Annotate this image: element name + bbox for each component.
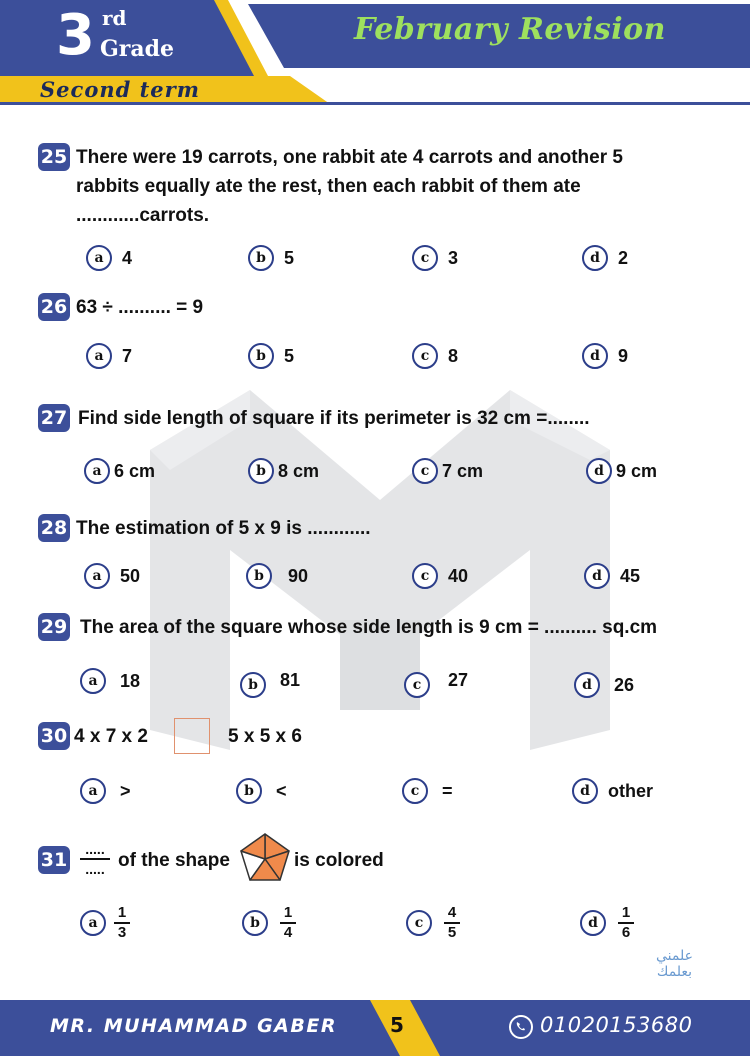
answer-option[interactable] [402,776,453,806]
page-number: 5 [390,1013,404,1037]
pentagon-shape [238,832,292,886]
answer-option[interactable] [86,243,132,273]
option-fraction [618,905,634,941]
answer-option[interactable] [404,670,468,700]
fraction-denominator: 6 [621,924,631,941]
option-value: 26 [614,674,635,695]
answer-option[interactable] [584,561,640,591]
answer-option[interactable] [412,456,483,486]
option-value: = [442,780,453,801]
option-value: 7 cm [442,460,484,481]
option-letter: c [412,563,438,589]
option-letter: c [406,910,432,936]
option-letter: b [242,910,268,936]
fraction-denominator: 3 [117,924,127,941]
question-text-line: 63 ÷ .......... = 9 [76,297,204,318]
answer-option[interactable] [580,904,634,941]
question-text-line: Find side length of square if its perimeter is 32 cm =........ [78,408,590,429]
answer-option[interactable] [80,666,140,696]
blank-fraction [80,843,110,875]
option-letter: b [240,672,266,698]
option-value: 27 [448,669,469,690]
option-letter: b [246,563,272,589]
publisher-logo [656,948,693,980]
option-letter: d [574,672,600,698]
question-number: 31 [38,846,70,874]
comparison-box[interactable] [174,718,210,754]
whatsapp-phone-icon [508,1014,534,1040]
question-text-line: rabbits equally ate the rest, then each rabbit of them ate [76,176,581,197]
answer-option[interactable] [582,341,628,371]
answer-option[interactable] [574,670,634,700]
option-fraction [280,905,296,941]
option-value: other [608,780,653,801]
blank-denominator: ..... [85,861,105,877]
grade-number: 3 [56,3,95,68]
question-number: 28 [38,514,70,542]
option-value: 8 cm [278,460,320,481]
question-text-line: ............carrots. [76,205,210,226]
option-value: 50 [120,565,141,586]
phone-number: 01020153680 [540,1013,693,1037]
page-title: February Revision [354,12,666,47]
option-letter: d [582,245,608,271]
option-letter: a [84,458,110,484]
option-value: 2 [618,247,629,268]
question-text-line: The area of the square whose side length is 9 cm = .......... sq.cm [80,617,658,638]
fraction-numerator: 1 [117,904,127,921]
answer-option[interactable] [412,561,468,591]
answer-option[interactable] [412,243,458,273]
fraction-denominator: 5 [447,924,457,941]
option-value: < [276,780,287,801]
answer-option[interactable] [248,341,294,371]
answer-option[interactable] [86,341,132,371]
option-letter: d [582,343,608,369]
question-number: 25 [38,143,70,171]
answer-option[interactable] [236,776,287,806]
answer-option[interactable] [84,561,140,591]
option-letter: b [248,245,274,271]
option-letter: a [86,343,112,369]
question-number: 30 [38,722,70,750]
blank-numerator: ..... [85,841,105,857]
option-letter: c [402,778,428,804]
logo-line-1: علمني [656,948,693,964]
option-value: 9 cm [616,460,658,481]
option-value: 4 [122,247,133,268]
answer-option[interactable] [242,904,296,941]
answer-option[interactable] [80,776,131,806]
option-value: 45 [620,565,641,586]
option-fraction [114,905,130,941]
option-value: 18 [120,670,141,691]
logo-line-2: بعلمك [656,964,693,980]
question-number: 27 [38,404,70,432]
answer-option[interactable] [572,776,653,806]
answer-option[interactable] [246,561,308,591]
option-letter: a [80,910,106,936]
option-value: 9 [618,345,629,366]
option-value: 6 cm [114,460,156,481]
question-text-line: The estimation of 5 x 9 is ............ [76,518,371,539]
term-label: Second term [40,77,200,102]
teacher-name: MR. MUHAMMAD GABER [50,1015,337,1037]
grade-word: Grade [100,36,175,62]
option-letter: a [80,668,106,694]
answer-option[interactable] [406,904,460,941]
option-value: 5 [284,247,295,268]
option-letter: b [248,343,274,369]
option-value: 5 [284,345,295,366]
option-value: 3 [448,247,459,268]
question-text-line: There were 19 carrots, one rabbit ate 4 carrots and another 5 [76,147,623,168]
option-letter: d [572,778,598,804]
option-letter: c [404,672,430,698]
option-value: 81 [280,669,301,690]
answer-option[interactable] [248,456,319,486]
answer-option[interactable] [240,670,300,700]
fraction-numerator: 1 [621,904,631,921]
option-letter: a [84,563,110,589]
answer-option[interactable] [412,341,458,371]
option-letter: a [80,778,106,804]
answer-option[interactable] [582,243,628,273]
question-text-before-shape: of the shape [118,850,230,871]
answer-option[interactable] [84,456,155,486]
option-letter: b [248,458,274,484]
grade-suffix: rd [102,6,127,30]
option-letter: d [580,910,606,936]
option-letter: b [236,778,262,804]
question-number: 26 [38,293,70,321]
question-text-after-shape: is colored [294,850,384,871]
option-fraction [444,905,460,941]
fraction-denominator: 4 [283,924,293,941]
option-value: 40 [448,565,469,586]
fraction-numerator: 1 [283,904,293,921]
option-letter: d [586,458,612,484]
left-expression: 4 x 7 x 2 [74,726,148,747]
option-value: > [120,780,131,801]
option-letter: c [412,343,438,369]
right-expression: 5 x 5 x 6 [228,726,302,747]
answer-option[interactable] [248,243,294,273]
question-number: 29 [38,613,70,641]
answer-option[interactable] [586,456,657,486]
answer-option[interactable] [80,904,130,941]
option-letter: c [412,245,438,271]
option-letter: c [412,458,438,484]
option-value: 7 [122,345,133,366]
fraction-numerator: 4 [447,904,457,921]
option-value: 90 [288,565,309,586]
option-letter: d [584,563,610,589]
header-divider [0,102,750,105]
option-letter: a [86,245,112,271]
option-value: 8 [448,345,459,366]
